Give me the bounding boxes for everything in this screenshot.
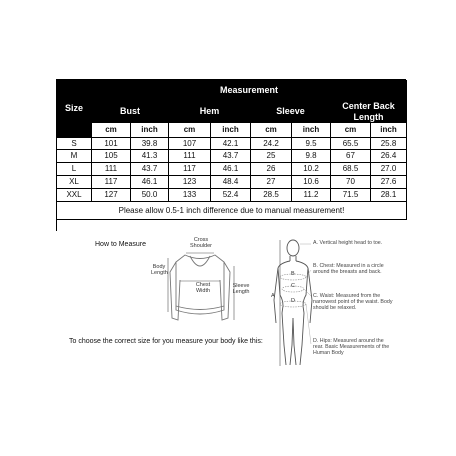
unit-cell: cm: [92, 123, 131, 138]
value-cell: 52.4: [211, 189, 251, 202]
unit-cell: cm: [251, 123, 292, 138]
value-cell: 27.6: [371, 176, 407, 189]
value-cell: 46.1: [211, 163, 251, 176]
value-cell: 48.4: [211, 176, 251, 189]
value-cell: 111: [92, 163, 131, 176]
size-header: Size: [57, 80, 92, 138]
definition-chest: B. Chest: Measured in a circle around the breasts and back.: [313, 263, 384, 276]
definition-height: A. Vertical height head to toe.: [313, 240, 383, 246]
size-cell: XXL: [57, 189, 92, 202]
value-cell: 71.5: [331, 189, 371, 202]
value-cell: 105: [92, 150, 131, 163]
how-to-measure-title: How to Measure: [95, 241, 146, 248]
value-cell: 50.0: [131, 189, 169, 202]
value-cell: 127: [92, 189, 131, 202]
unit-cell: inch: [211, 123, 251, 138]
unit-cell: inch: [131, 123, 169, 138]
hem-header: Hem: [169, 101, 251, 123]
value-cell: 25.8: [371, 138, 407, 150]
unit-cell: cm: [331, 123, 371, 138]
chest-width-label: Chest Width: [195, 282, 211, 294]
center-back-length-header: Center Back Length: [331, 101, 407, 123]
sleeve-length-label: Sleeve Length: [232, 283, 250, 295]
value-cell: 10.2: [292, 163, 331, 176]
value-cell: 11.2: [292, 189, 331, 202]
value-cell: 39.8: [131, 138, 169, 150]
measurement-header: Measurement: [92, 80, 407, 101]
definition-hips: D. Hips: Measured around the rear. Basic Measurements of the Human Body: [313, 338, 390, 357]
value-cell: 46.1: [131, 176, 169, 189]
value-cell: 27: [251, 176, 292, 189]
value-cell: 25: [251, 150, 292, 163]
value-cell: 65.5: [331, 138, 371, 150]
sleeve-header: Sleeve: [251, 101, 331, 123]
unit-cell: inch: [292, 123, 331, 138]
size-cell: XL: [57, 176, 92, 189]
value-cell: 26.4: [371, 150, 407, 163]
size-chart-table: [56, 79, 406, 231]
value-cell: 26: [251, 163, 292, 176]
body-marker-c: C: [291, 283, 295, 289]
value-cell: 67: [331, 150, 371, 163]
value-cell: 101: [92, 138, 131, 150]
value-cell: 111: [169, 150, 211, 163]
choose-size-instruction: To choose the correct size for you measure your body like this:: [69, 338, 263, 345]
body-marker-a: A: [271, 293, 275, 299]
value-cell: 27.0: [371, 163, 407, 176]
value-cell: 133: [169, 189, 211, 202]
body-length-label: Body Length: [151, 264, 168, 276]
size-cell: L: [57, 163, 92, 176]
value-cell: 68.5: [331, 163, 371, 176]
cross-shoulder-label: Cross Shoulder: [189, 237, 213, 249]
value-cell: 117: [92, 176, 131, 189]
value-cell: 123: [169, 176, 211, 189]
value-cell: 107: [169, 138, 211, 150]
value-cell: 24.2: [251, 138, 292, 150]
value-cell: 10.6: [292, 176, 331, 189]
value-cell: 43.7: [131, 163, 169, 176]
definition-waist: C. Waist: Measured from the narrowest point of the waist. Body should be relaxed.: [313, 293, 393, 312]
unit-cell: cm: [169, 123, 211, 138]
body-marker-d: D: [291, 298, 295, 304]
value-cell: 117: [169, 163, 211, 176]
value-cell: 28.5: [251, 189, 292, 202]
measurement-note: Please allow 0.5-1 inch difference due to manual measurement!: [57, 202, 407, 220]
value-cell: 43.7: [211, 150, 251, 163]
bust-header: Bust: [92, 101, 169, 123]
value-cell: 9.5: [292, 138, 331, 150]
value-cell: 9.8: [292, 150, 331, 163]
value-cell: 42.1: [211, 138, 251, 150]
value-cell: 41.3: [131, 150, 169, 163]
value-cell: 28.1: [371, 189, 407, 202]
size-cell: S: [57, 138, 92, 150]
body-marker-b: B: [291, 271, 295, 277]
unit-cell: inch: [371, 123, 407, 138]
value-cell: 70: [331, 176, 371, 189]
size-cell: M: [57, 150, 92, 163]
